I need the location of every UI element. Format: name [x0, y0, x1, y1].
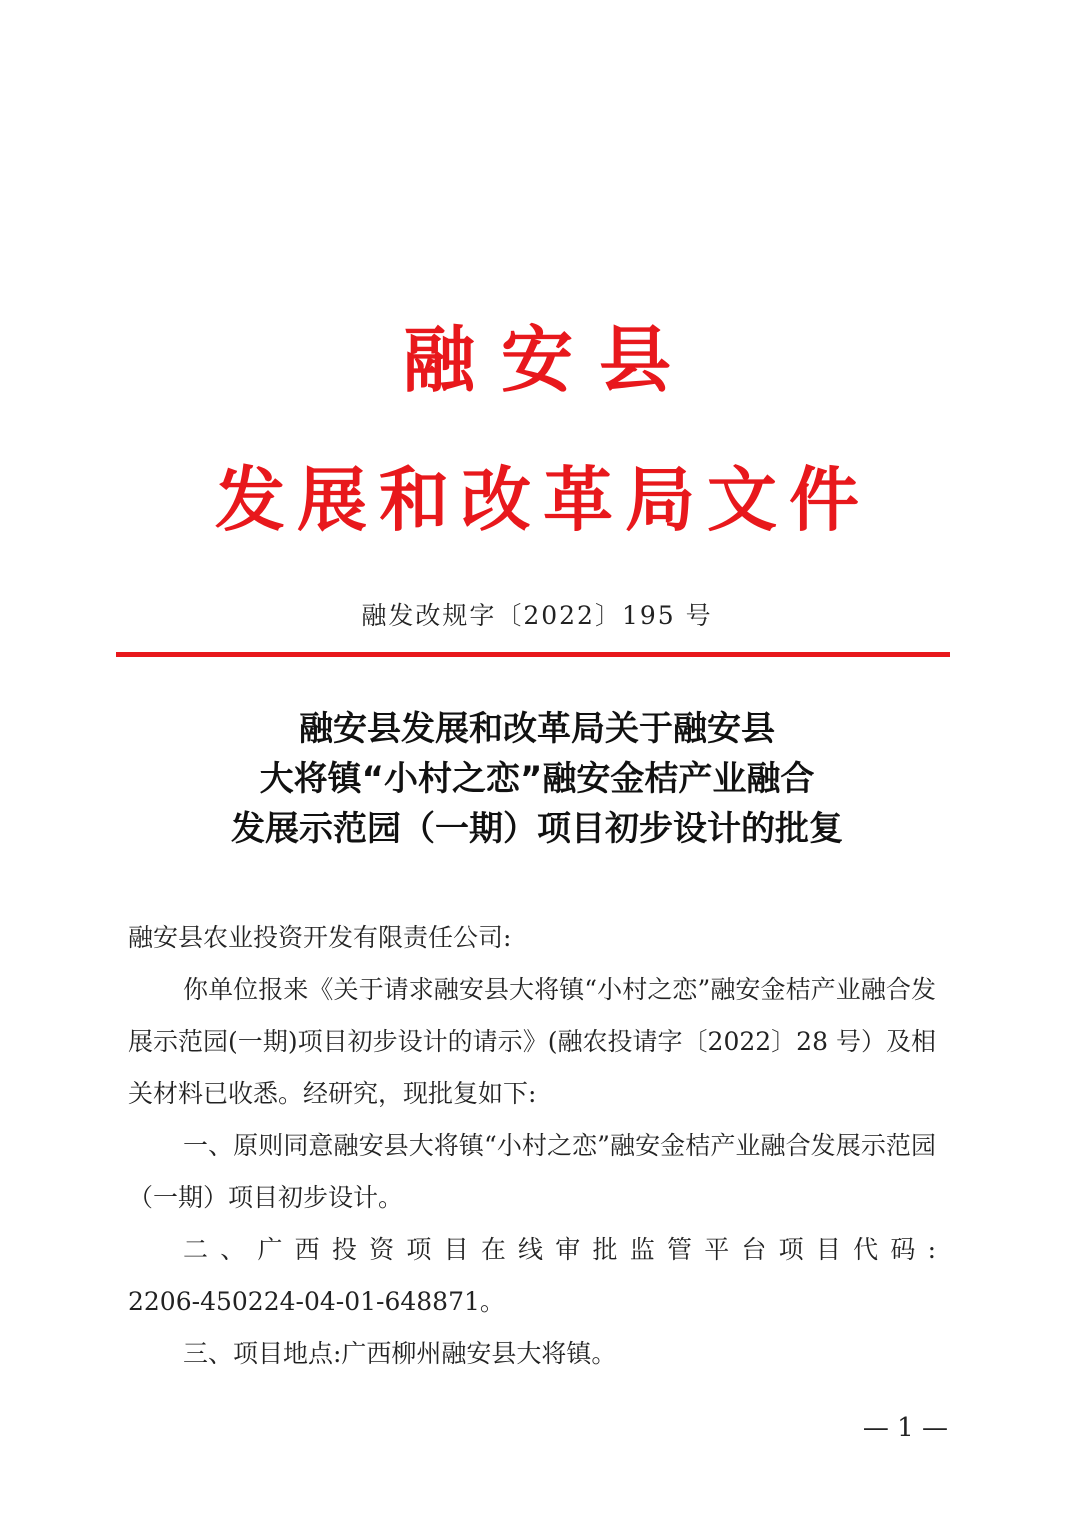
- red-separator-line: [116, 652, 950, 657]
- body-paragraph-item-2-code: 2206-450224-04-01-648871。: [128, 1287, 505, 1316]
- title-line-3: 发展示范园（一期）项目初步设计的批复: [231, 809, 843, 849]
- body-paragraph-item-3: 三、项目地点:广西柳州融安县大将镇。: [183, 1339, 617, 1368]
- body-paragraph-intro: 你单位报来《关于请求融安县大将镇“小村之恋”融安金桔产业融合发展示范园(一期)项目初步设计的请示》(融农投请字〔2022〕28 号）及相关材料已收悉。经研究，现批复如下:: [128, 975, 936, 1108]
- document-title: [100, 704, 974, 854]
- document-number: 融发改规字〔2022〕195 号: [361, 601, 713, 630]
- document-body: [128, 912, 936, 1380]
- issuer-name: 融安县: [402, 317, 697, 402]
- page-number: — 1 —: [862, 1413, 948, 1443]
- body-paragraph-item-1: 一、原则同意融安县大将镇“小村之恋”融安金桔产业融合发展示范园（一期）项目初步设计。: [128, 1131, 936, 1212]
- issuer-document-type: 发展和改革局文件: [215, 458, 871, 541]
- title-line-2: 大将镇“小村之恋”融安金桔产业融合: [259, 759, 815, 799]
- body-paragraph-item-2-label: 二、广西投资项目在线审批监管平台项目代码:: [183, 1235, 936, 1264]
- salutation: 融安县农业投资开发有限责任公司:: [128, 923, 512, 952]
- title-line-1: 融安县发展和改革局关于融安县: [299, 709, 775, 749]
